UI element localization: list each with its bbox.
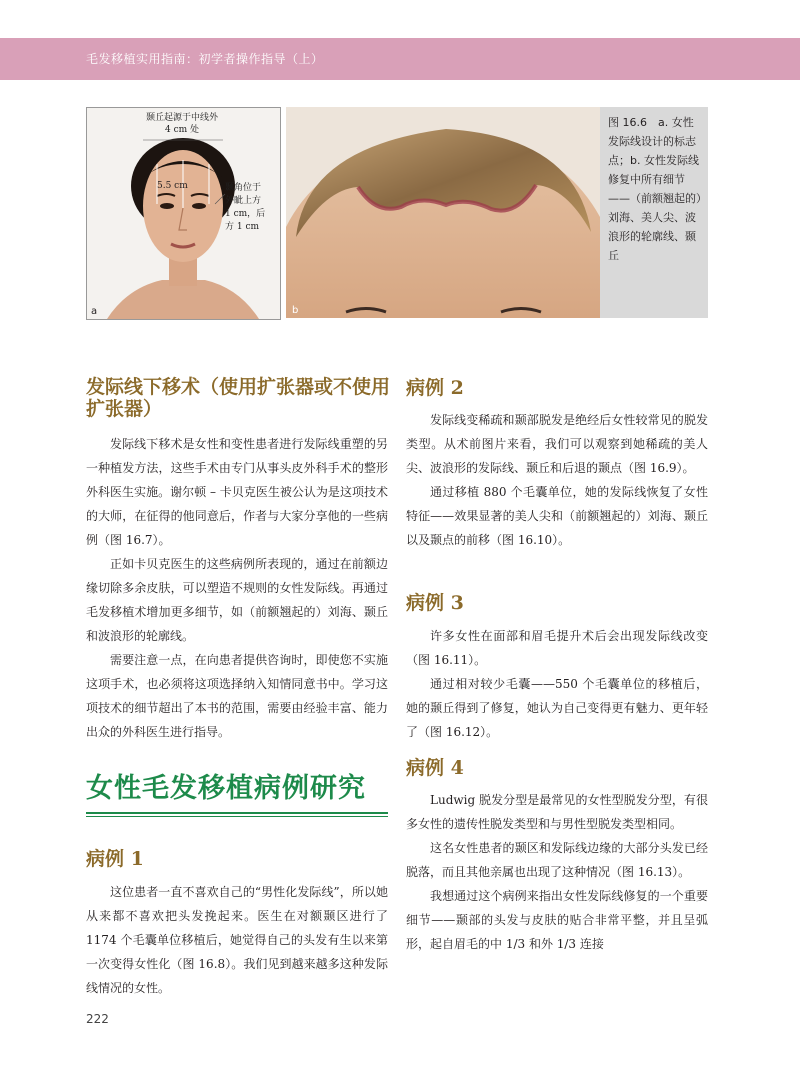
figure-16-6-caption: 图 16.6 a. 女性发际线设计的标志点；b. 女性发际线修复中所有细节——（前额翘起的）刘海、美人尖、波浪形的轮廓线、颞丘 <box>608 116 702 262</box>
case-1-body <box>86 880 388 1000</box>
paragraph: 发际线变稀疏和颞部脱发是绝经后女性较常见的脱发类型。从术前图片来看，我们可以观察到她稀疏的美人尖、波浪形的发际线、颞丘和后退的颞点（图 16.9）。 <box>406 413 708 475</box>
running-header-title: 毛发移植实用指南：初学者操作指导（上） <box>86 52 324 66</box>
paragraph: 我想通过这个病例来指出女性发际线修复的一个重要细节——颞部的头发与皮肤的贴合非常平整，并且呈弧形，起自眉毛的中 1/3 和外 1/3 连接 <box>406 889 708 951</box>
case-2-body <box>406 408 708 552</box>
paragraph: 这名女性患者的颞区和发际线边缘的大部分头发已经脱落，而且其他亲属也出现了这种情况（图 16.13）。 <box>406 841 708 879</box>
case-3-body <box>406 624 708 744</box>
title-rule-thin <box>86 816 388 817</box>
chapter-section-title: 女性毛发移植病例研究 <box>86 773 366 804</box>
paragraph: 通过相对较少毛囊——550 个毛囊单位的移植后，她的颞丘得到了修复，她认为自己变得更有魅力、更年轻了（图 16.12）。 <box>406 677 708 739</box>
case-4-title: 病例 4 <box>406 757 464 779</box>
figure-a-letter: a <box>91 306 98 317</box>
section-title-hairline-lowering: 发际线下移术（使用扩张器或不使用扩张器） <box>86 376 391 420</box>
section-hairline-lowering-body <box>86 432 388 744</box>
figure-a-measurement: 5.5 cm <box>157 181 188 191</box>
case-4-body <box>406 788 708 956</box>
paragraph: 正如卡贝克医生的这些病例所表现的，通过在前额边缘切除多余皮肤，可以塑造不规则的女性发际线。再通过毛发移植术增加更多细节，如（前额翘起的）刘海、颞丘和波浪形的轮廓线。 <box>86 557 388 643</box>
figure-a-note-temporal-mound: 颞丘起源于中线外 4 cm 处 <box>145 113 218 135</box>
figure-a-face-diagram <box>86 107 281 320</box>
paragraph: 许多女性在面部和眉毛提升术后会出现发际线改变（图 16.11）。 <box>406 629 708 667</box>
title-rule <box>86 812 388 814</box>
case-2-title: 病例 2 <box>406 377 464 399</box>
figure-a-note-temporal-angle: 颞角位于 外眦上方 1 cm，后 方 1 cm <box>225 183 266 232</box>
case-3-title: 病例 3 <box>406 592 464 614</box>
page-number: 222 <box>86 1012 109 1026</box>
figure-b-letter: b <box>292 305 299 316</box>
paragraph: 通过移植 880 个毛囊单位，她的发际线恢复了女性特征——效果显著的美人尖和（前额翘起的）刘海、颞丘以及颞点的前移（图 16.10）。 <box>406 485 708 547</box>
hairline-photo-illustration <box>286 107 600 318</box>
case-1-title: 病例 1 <box>86 848 144 870</box>
paragraph: 发际线下移术是女性和变性患者进行发际线重塑的另一种植发方法，这些手术由专门从事头皮外科手术的整形外科医生实施。谢尔顿 – 卡贝克医生被公认为是这项技术的大师，在征得的他同意后，作者与大家分享他的一些病例（图 16.7）。 <box>86 437 388 547</box>
paragraph: Ludwig 脱发分型是最常见的女性型脱发分型，有很多女性的遗传性脱发类型和与男性型脱发类型相同。 <box>406 793 708 831</box>
paragraph: 需要注意一点，在向患者提供咨询时，即使您不实施这项手术，也必须将这项选择纳入知情同意书中。学习这项技术的细节超出了本书的范围，需要由经验丰富、能力出众的外科医生进行指导。 <box>86 653 388 739</box>
figure-b-hairline-photo <box>286 107 600 318</box>
paragraph: 这位患者一直不喜欢自己的“男性化发际线”，所以她从来都不喜欢把头发挽起来。医生在对额颞区进行了 1174 个毛囊单位移植后，她觉得自己的头发有生以来第一次变得女性化（图 16.8）。我们见到越来越多这种发际线情况的女性。 <box>86 885 388 995</box>
